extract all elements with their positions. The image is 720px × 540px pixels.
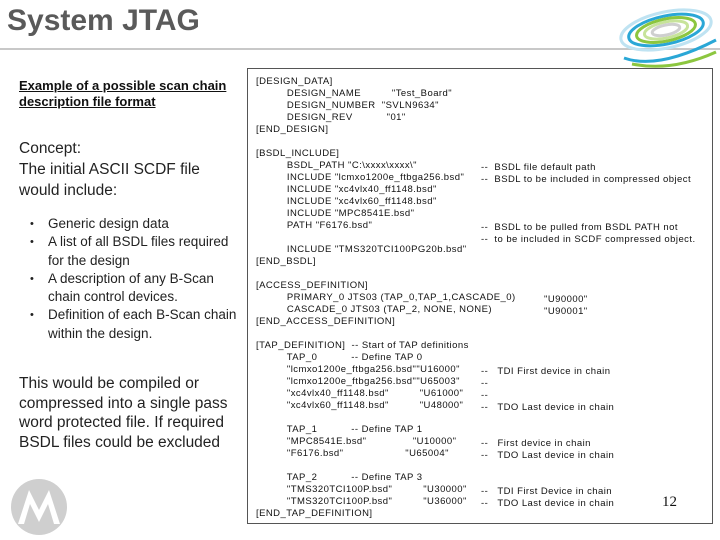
bullet-text: Definition of each B-Scan chain within the design. bbox=[48, 307, 237, 341]
tap0-comments: -- TDI First device in chain -- -- -- TDO Last device in chain bbox=[481, 366, 615, 413]
page-number: 12 bbox=[662, 494, 677, 510]
bullet-item bbox=[19, 215, 241, 233]
example-heading: Example of a possible scan chain description file format bbox=[19, 78, 227, 109]
bullet-item bbox=[19, 306, 241, 343]
bullet-list bbox=[19, 215, 241, 343]
scdf-code-listing: [DESIGN_DATA] DESIGN_NAME "Test_Board" DESIGN_NUMBER "SVLN9634" DESIGN_REV "01" [END_DESIGN] [BSDL_INCLUDE] BSDL_PATH "C:\xxxx\xxxx\" INCLUDE "lcmxo1200e_ftbga256.bsd" INCLUDE "xc4vlx40_ff1148.bsd" INCLUDE "xc4vlx60_ff1148.bsd" INCLUDE "MPC8541E.bsd" PATH "F6176.bsd" INCLUDE "TMS320TCI100PG20b.bsd" [END_BSDL] [ACCESS_DEFINITION] PRIMARY_0 JTS03 (TAP_0,TAP_1,CASCADE_0) CASCADE_0 JTS03 (TAP_2, NONE, NONE) [END_ACCESS_DEFINITION] [TAP_DEFINITION] -- Start of TAP definitions TAP_0 -- Define TAP 0 "lcmxo1200e_ftbga256.bsd""U16000" "lcmxo1200e_ftbga256.bsd""U65003" "xc4vlx40_ff1148.bsd" "U61000" "xc4vlx60_ff1148.bsd" "U48000" TAP_1 -- Define TAP 1 "MPC8541E.bsd" "U10000" "F6176.bsd" "U65004" TAP_2 -- Define TAP 3 "TMS320TCI100P.bsd" "U30000" "TMS320TCI100P.bsd" "U36000" [END_TAP_DEFINITION] bbox=[256, 76, 516, 519]
bullet-dot-icon: • bbox=[30, 218, 34, 230]
concept-label: Concept: bbox=[19, 140, 82, 157]
swirl-logo-icon bbox=[588, 0, 720, 74]
bullet-dot-icon: • bbox=[30, 309, 34, 322]
bullet-text: A description of any B-Scan chain control devices. bbox=[48, 270, 214, 305]
bullet-item bbox=[19, 270, 241, 307]
concept-text bbox=[19, 138, 241, 201]
access-definition-ids: "U90000" "U90001" bbox=[544, 294, 588, 317]
motorola-logo-icon bbox=[10, 478, 68, 536]
bullet-dot-icon: • bbox=[30, 272, 34, 285]
tap1-comments: -- First device in chain -- TDO Last device in chain bbox=[481, 438, 615, 461]
tap2-comments: -- TDI First Device in chain -- TDO Last device in chain bbox=[481, 486, 615, 509]
bullet-dot-icon: • bbox=[30, 236, 34, 249]
bullet-text: Generic design data bbox=[48, 216, 169, 231]
slide-title: System JTAG bbox=[7, 4, 200, 37]
concept-description: The initial ASCII SCDF file would include: bbox=[19, 161, 200, 199]
bsdl-comments: -- BSDL file default path -- BSDL to be included in compressed object -- BSDL to be pulled from BSDL PATH not -- to be included in SCDF compressed object. bbox=[481, 162, 696, 245]
compiled-note: This would be compiled or compressed into a single pass word protected file. If required BSDL files could be excluded bbox=[19, 375, 228, 451]
bullet-text: A list of all BSDL files required for the design bbox=[48, 234, 229, 268]
bullet-item bbox=[19, 233, 241, 270]
